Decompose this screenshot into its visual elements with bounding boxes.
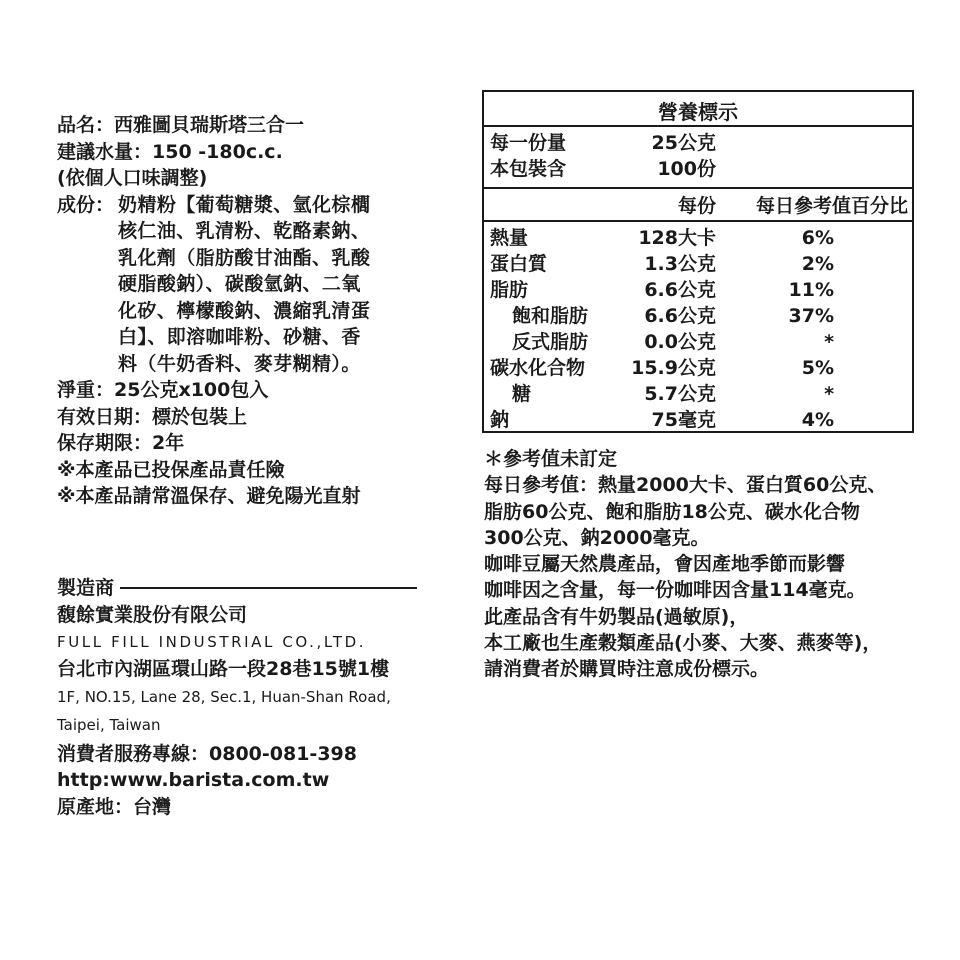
nutrient-amount: 1.3公克	[644, 253, 716, 275]
nutrient-amount: 6.6公克	[644, 305, 716, 327]
allergen-note-line: 此產品含有牛奶製品(過敏原)，	[484, 605, 749, 628]
product-name: 品名：西雅圖貝瑞斯塔三合一	[57, 114, 305, 136]
nutrient-daily-value: 4%	[801, 409, 834, 431]
manufacturer-info	[57, 575, 437, 820]
serving-size-value: 25公克	[651, 132, 716, 154]
address: 台北市內湖區環山路一段28巷15號1樓	[57, 658, 390, 680]
divider	[484, 220, 912, 222]
ingredients-line: 核仁油、乳清粉、乾酪素鈉、	[118, 220, 371, 242]
nutrient-daily-value: 5%	[801, 357, 834, 379]
nutrition-notes	[484, 446, 954, 683]
ingredients-line: 化矽、檸檬酸鈉、濃縮乳清蛋	[118, 299, 371, 322]
divider	[120, 587, 417, 589]
per-serving-header: 每份	[677, 195, 716, 217]
nutrient-name: 反式脂肪	[512, 331, 589, 353]
nutrient-daily-value: 2%	[801, 253, 834, 275]
nutrient-amount: 75毫克	[651, 409, 716, 431]
nutrient-name: 鈉	[490, 409, 510, 431]
ingredients-list	[118, 192, 423, 378]
ingredients-line: 乳化劑（脂肪酸甘油酯、乳酸	[118, 246, 371, 269]
nutrient-name: 蛋白質	[490, 253, 548, 275]
nutrient-amount: 15.9公克	[631, 357, 716, 379]
website: http:www.barista.com.tw	[57, 769, 330, 791]
insurance-note: ※本產品已投保產品責任險	[57, 458, 285, 481]
nutrient-daily-value: 11%	[788, 279, 834, 301]
caffeine-note-line: 咖啡因之含量，每一份咖啡因含量114毫克。	[484, 579, 866, 602]
net-weight: 淨重：25公克x100包入	[57, 379, 269, 401]
daily-reference-line: 每日參考值：熱量2000大卡、蛋白質60公克、	[484, 474, 887, 497]
daily-value-header: 每日參考值百分比	[755, 195, 908, 217]
storage-note: ※本產品請常溫保存、避免陽光直射	[57, 485, 361, 507]
water-note: (依個人口味調整)	[57, 167, 208, 189]
nutrient-daily-value: *	[824, 331, 834, 353]
nutrient-name: 碳水化合物	[490, 357, 586, 379]
nutrient-amount: 128大卡	[638, 227, 716, 249]
nutrient-name: 糖	[512, 383, 532, 405]
nutrient-daily-value: 6%	[801, 227, 834, 249]
servings-label: 本包裝含	[490, 158, 567, 180]
divider	[484, 125, 912, 127]
nutrient-name: 脂肪	[490, 279, 529, 301]
daily-reference-line: 300公克、鈉2000毫克。	[484, 526, 710, 549]
ingredients-line: 料（牛奶香料、麥芽糊精）。	[118, 352, 361, 375]
daily-reference-line: 脂肪60公克、飽和脂肪18公克、碳水化合物	[484, 500, 860, 523]
divider	[484, 187, 912, 189]
ingredients	[57, 192, 437, 378]
ingredients-line: 奶精粉【葡萄糖漿、氫化棕櫚	[118, 193, 371, 216]
address-en-line: 1F, NO.15, Lane 28, Sec.1, Huan-Shan Road,	[57, 687, 391, 706]
nutrient-daily-value: *	[824, 383, 834, 405]
nutrient-amount: 5.7公克	[644, 383, 716, 405]
reference-undetermined-note: ＊參考值未訂定	[484, 448, 618, 470]
manufacturer-label: 製造商	[57, 577, 115, 599]
company-name-en: FULL FILL INDUSTRIAL CO.,LTD.	[57, 633, 367, 651]
expiry-date: 有效日期：標於包裝上	[57, 405, 248, 428]
nutrient-name: 飽和脂肪	[512, 305, 589, 327]
nutrient-amount: 0.0公克	[644, 331, 716, 353]
ingredients-line: 硬脂酸鈉）、碳酸氫鈉、二氧	[118, 273, 361, 295]
nutrient-name: 熱量	[490, 227, 529, 249]
company-name: 馥餘實業股份有限公司	[57, 603, 248, 626]
ingredients-line: 白】、即溶咖啡粉、砂糖、香	[118, 326, 361, 348]
service-hotline: 消費者服務專線：0800-081-398	[57, 742, 357, 765]
serving-size-label: 每一份量	[490, 132, 567, 154]
address-en-line: Taipei, Taiwan	[57, 715, 161, 734]
country-of-origin: 原產地：台灣	[57, 795, 172, 818]
allergen-note-line: 本工廠也生產穀類產品(小麥、大麥、燕麥等)，	[484, 632, 882, 655]
ingredients-label: 成份：	[57, 193, 115, 216]
nutrient-amount: 6.6公克	[644, 279, 716, 301]
servings-value: 100份	[657, 158, 716, 180]
suggested-water: 建議水量：150 -180c.c.	[57, 140, 283, 163]
shelf-life: 保存期限：2年	[57, 432, 185, 454]
nutrition-facts-table	[482, 90, 914, 433]
allergen-note-line: 請消費者於購買時注意成份標示。	[484, 658, 770, 681]
product-info	[57, 112, 437, 510]
nutrition-title: 營養標示	[658, 100, 738, 124]
manufacturer-heading	[57, 575, 437, 602]
nutrient-daily-value: 37%	[788, 305, 834, 327]
caffeine-note-line: 咖啡豆屬天然農產品，會因產地季節而影響	[484, 553, 846, 576]
